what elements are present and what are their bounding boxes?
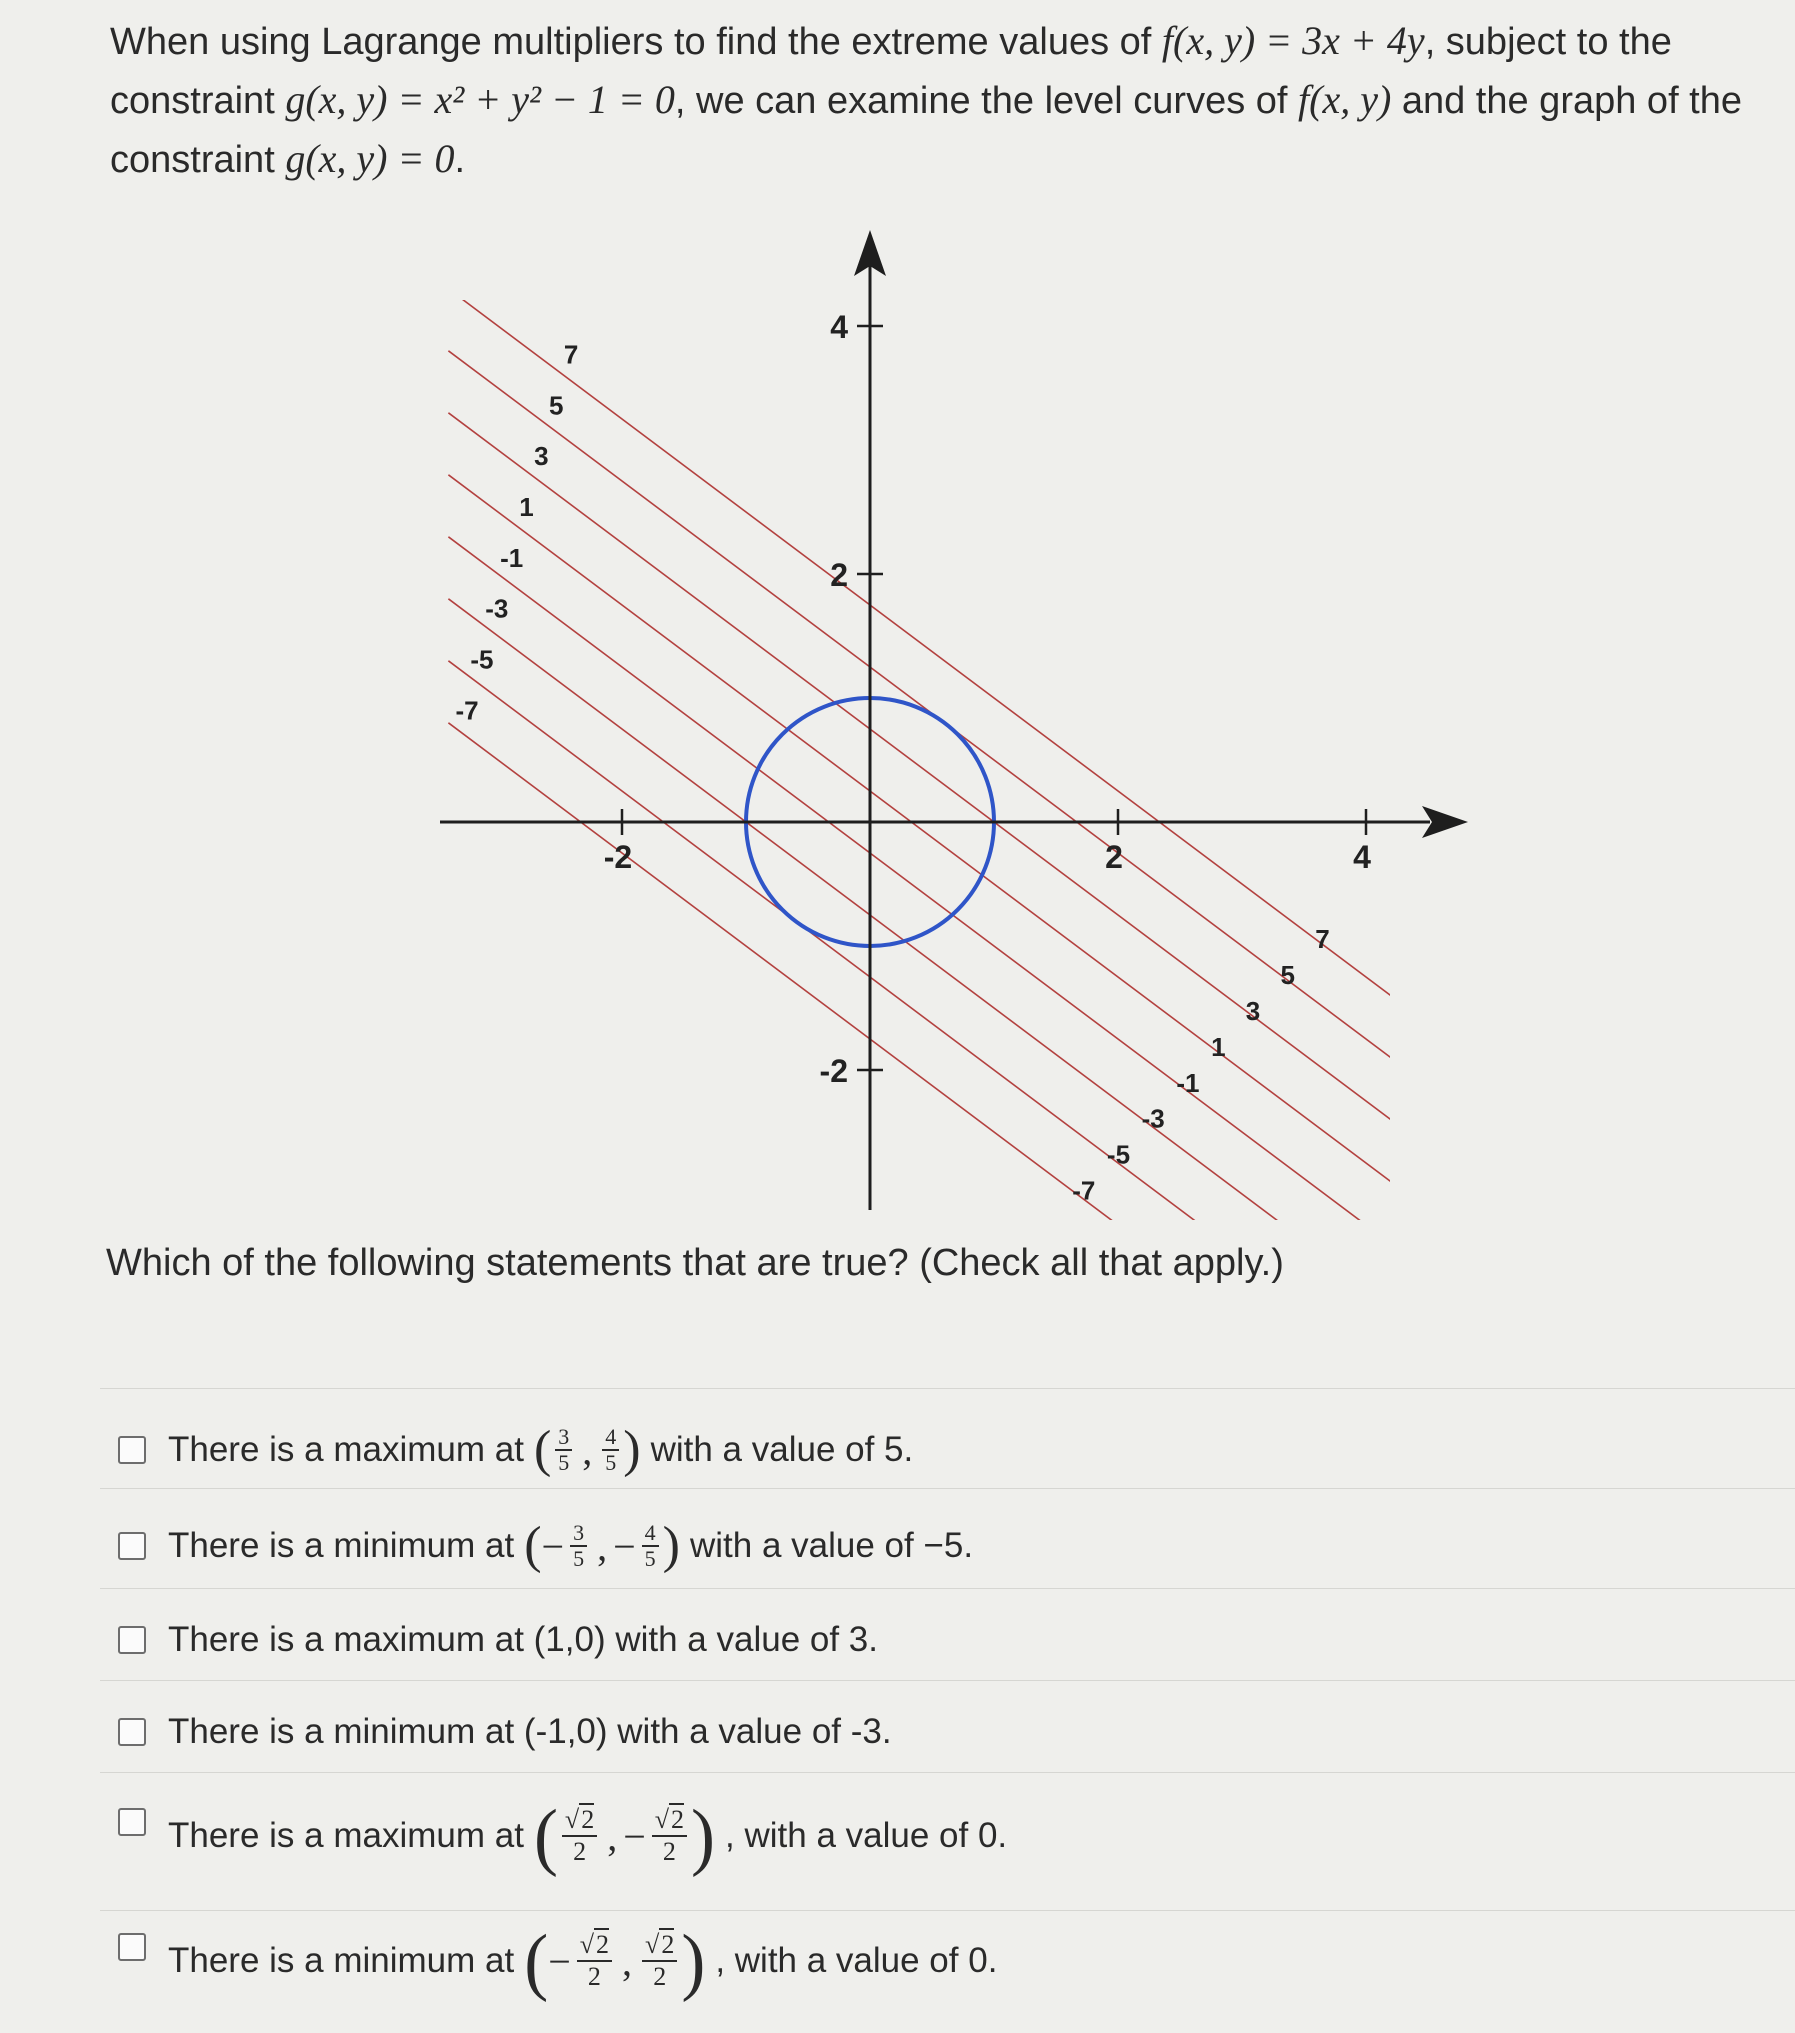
checkbox[interactable] — [118, 1532, 146, 1560]
level-label-right: -5 — [1106, 1139, 1131, 1170]
point-expression: ( $\frac{3}{5}$ , $\frac{4}{5}$ ) — [533, 1421, 641, 1478]
objective-short: f(x, y) — [1298, 77, 1392, 122]
option-value-text: with a value of −5. — [690, 1526, 974, 1565]
level-label-left: 5 — [549, 390, 564, 421]
option-text: There is a maximum at — [168, 1816, 524, 1855]
level-curve--3 — [448, 599, 1440, 1230]
level-label-right: -3 — [1141, 1103, 1165, 1134]
question-prompt: Which of the following statements that are true? (Check all that apply.) — [106, 1242, 1284, 1284]
intro-text-5: . — [454, 139, 466, 181]
y-tick-label: 2 — [830, 557, 848, 593]
level-curve-3 — [448, 413, 1440, 1157]
option-max-root2-neg-root2[interactable] — [118, 1794, 1008, 1878]
point-expression: ( − $\frac{3}{5}$ , − $\frac{4}{5}$ ) — [524, 1517, 680, 1574]
checkbox[interactable] — [118, 1808, 146, 1836]
y-tick-label: 4 — [830, 309, 848, 345]
x-tick-label: -2 — [603, 839, 633, 875]
x-tick-label: 4 — [1353, 839, 1371, 875]
option-value-text: , with a value of 0. — [725, 1816, 1008, 1855]
divider — [100, 1772, 1795, 1773]
option-min-neg-one-zero[interactable] — [118, 1712, 892, 1752]
level-label-right: -1 — [1176, 1067, 1200, 1098]
level-label-left: -3 — [485, 593, 509, 624]
option-text: There is a maximum at (1,0) with a value of 3. — [168, 1620, 878, 1659]
level-label-left: 3 — [534, 441, 549, 472]
checkbox[interactable] — [118, 1626, 146, 1654]
divider — [100, 1388, 1795, 1389]
level-label-left: 1 — [519, 492, 534, 523]
intro-text-2: , subject to the constraint — [110, 21, 1672, 122]
level-label-left: -5 — [470, 644, 494, 675]
level-label-right: 3 — [1245, 995, 1261, 1026]
divider — [100, 1588, 1795, 1589]
level-label-left: -1 — [500, 542, 524, 573]
checkbox[interactable] — [118, 1718, 146, 1746]
divider — [100, 1680, 1795, 1681]
level-label-right: -7 — [1072, 1175, 1096, 1206]
level-curve-1 — [448, 475, 1440, 1219]
constraint-function: g(x, y) = x² + y² − 1 = 0 — [285, 77, 675, 122]
option-text: There is a maximum at — [168, 1430, 524, 1469]
level-label-left: 7 — [563, 339, 579, 370]
divider — [100, 1488, 1795, 1489]
option-value-text: with a value of 5. — [650, 1430, 914, 1469]
intro-text-3: , we can examine the level curves of — [674, 80, 1288, 122]
option-text: There is a minimum at — [168, 1526, 515, 1565]
level-curve--5 — [448, 661, 1440, 1230]
divider — [100, 1910, 1795, 1911]
intro-text-1: When using Lagrange multipliers to find the extreme values of — [110, 21, 1152, 63]
option-min-neg-three-fifths-neg-four-fifths[interactable] — [118, 1517, 974, 1574]
option-min-neg-root2-root2[interactable] — [118, 1919, 998, 2003]
point-expression: ( $\frac{√2}{2}$ , − $\frac{√2}{2}$ ) — [533, 1794, 716, 1878]
constraint-short: g(x, y) = 0 — [285, 136, 455, 181]
level-label-right: 1 — [1211, 1031, 1226, 1062]
checkbox[interactable] — [118, 1933, 146, 1961]
level-label-right: 7 — [1315, 923, 1330, 954]
checkbox[interactable] — [118, 1436, 146, 1464]
option-value-text: , with a value of 0. — [715, 1941, 998, 1980]
level-label-left: -7 — [455, 695, 479, 726]
x-tick-label: 2 — [1105, 839, 1123, 875]
intro-text-4: and the graph of the constraint — [110, 80, 1743, 181]
point-expression: ( − $\frac{√2}{2}$ , $\frac{√2}{2}$ ) — [524, 1919, 706, 2003]
option-text: There is a minimum at (-1,0) with a value of -3. — [168, 1712, 892, 1751]
objective-function: f(x, y) = 3x + 4y — [1161, 18, 1425, 63]
y-tick-label: -2 — [819, 1053, 848, 1089]
option-max-three-fifths-four-fifths[interactable] — [118, 1421, 914, 1478]
level-label-right: 5 — [1280, 959, 1295, 990]
option-text: There is a minimum at — [168, 1941, 515, 1980]
level-curve--1 — [448, 537, 1440, 1230]
option-max-one-zero[interactable] — [118, 1620, 878, 1660]
